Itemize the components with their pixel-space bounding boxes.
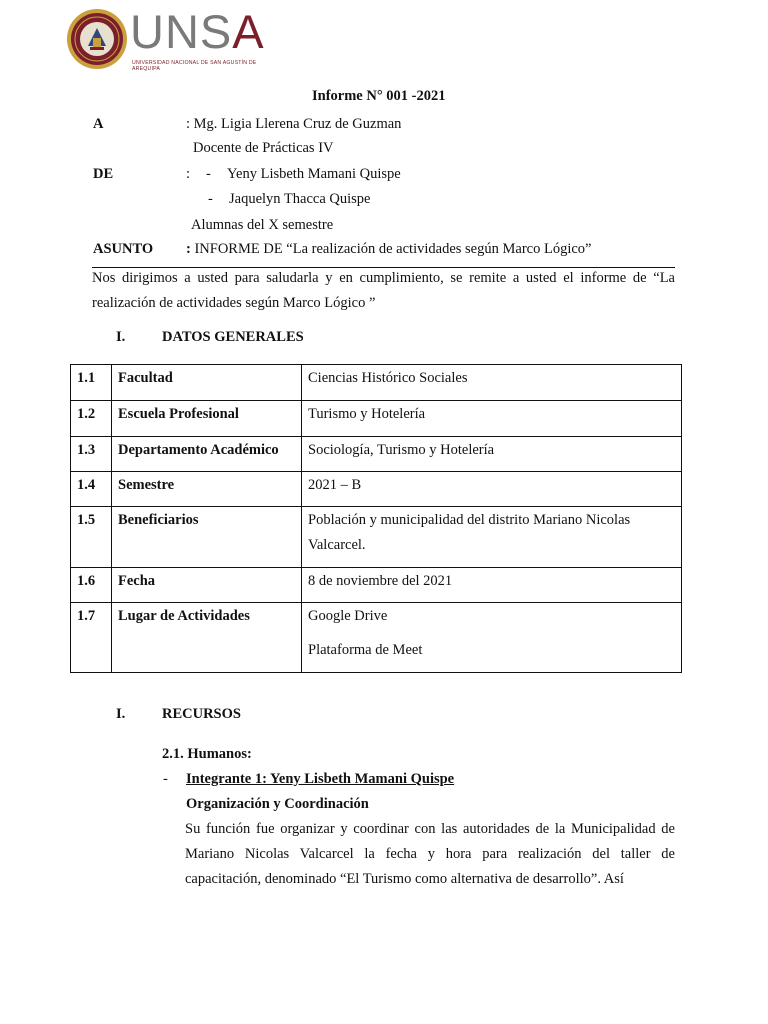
section-2-title: RECURSOS xyxy=(162,706,241,722)
row-value: 2021 – B xyxy=(302,472,682,507)
from-dash-1: - xyxy=(206,166,211,182)
to-label: A xyxy=(93,116,104,132)
row-number: 1.4 xyxy=(71,472,112,507)
row-number: 1.7 xyxy=(71,603,112,673)
unsa-logo xyxy=(66,5,281,80)
member-1-heading: Integrante 1: Yeny Lisbeth Mamani Quispe xyxy=(186,771,455,787)
row-value-line-1: Google Drive xyxy=(308,608,388,624)
row-label: Semestre xyxy=(112,472,302,507)
role-heading: Organización y Coordinación xyxy=(186,796,369,812)
university-seal-icon xyxy=(66,8,128,70)
row-value: 8 de noviembre del 2021 xyxy=(302,568,682,603)
section-1-title: DATOS GENERALES xyxy=(162,329,304,345)
to-value: : Mg. Ligia Llerena Cruz de Guzman xyxy=(186,116,402,132)
section-2-number: I. xyxy=(116,706,126,722)
row-number: 1.1 xyxy=(71,365,112,401)
table-row xyxy=(71,401,682,437)
general-data-table xyxy=(70,364,682,673)
row-label: Departamento Académico xyxy=(112,437,302,472)
section-1-number: I. xyxy=(116,329,126,345)
row-value: Ciencias Histórico Sociales xyxy=(302,365,682,401)
table-row xyxy=(71,437,682,472)
humanos-heading: 2.1. Humanos: xyxy=(162,746,252,762)
row-number: 1.3 xyxy=(71,437,112,472)
row-value: Sociología, Turismo y Hotelería xyxy=(302,437,682,472)
table-row xyxy=(71,365,682,401)
row-label: Facultad xyxy=(112,365,302,401)
row-number: 1.5 xyxy=(71,507,112,568)
member-1-paragraph: Su función fue organizar y coordinar con las autoridades de la Municipalidad de Mariano Nicolas Valcarcel la fecha y hora para realización del taller de capacitación, denominado “El Turismo como alternativa de desarrollo”. Así xyxy=(185,821,675,887)
row-number: 1.2 xyxy=(71,401,112,437)
row-label: Fecha xyxy=(112,568,302,603)
to-role: Docente de Prácticas IV xyxy=(193,140,334,156)
from-name-1: Yeny Lisbeth Mamani Quispe xyxy=(227,166,401,182)
row-label: Beneficiarios xyxy=(112,507,302,568)
row-value-line-2: Plataforma de Meet xyxy=(308,642,423,658)
from-dash-2: - xyxy=(208,191,213,207)
subject-line xyxy=(186,241,591,258)
logo-wordmark: UNSA xyxy=(130,5,265,58)
table-row xyxy=(71,507,682,568)
row-number: 1.6 xyxy=(71,568,112,603)
logo-subtitle: UNIVERSIDAD NACIONAL DE SAN AGUSTÍN DE AREQUIPA xyxy=(132,60,257,72)
from-role: Alumnas del X semestre xyxy=(191,217,334,233)
subject-label: ASUNTO xyxy=(93,241,154,257)
table-row xyxy=(71,603,682,673)
row-value xyxy=(302,603,682,673)
row-value: Turismo y Hotelería xyxy=(302,401,682,437)
document-title: Informe N° 001 -2021 xyxy=(312,88,446,104)
table-row xyxy=(71,472,682,507)
intro-paragraph: Nos dirigimos a usted para saludarla y en cumplimiento, se remite a usted el informe de “La realización de actividades según Marco Lógico ” xyxy=(92,270,675,311)
row-label: Lugar de Actividades xyxy=(112,603,302,673)
row-value: Población y municipalidad del distrito Mariano Nicolas Valcarcel. xyxy=(302,507,682,568)
from-name-2: Jaquelyn Thacca Quispe xyxy=(229,191,371,207)
subject-value: INFORME DE “La realización de actividades según Marco Lógico” xyxy=(190,241,592,257)
from-colon: : xyxy=(186,166,191,182)
member-dash: - xyxy=(163,771,168,787)
from-label: DE xyxy=(93,166,114,182)
subject-colon: : xyxy=(186,241,191,257)
table-row xyxy=(71,568,682,603)
row-label: Escuela Profesional xyxy=(112,401,302,437)
